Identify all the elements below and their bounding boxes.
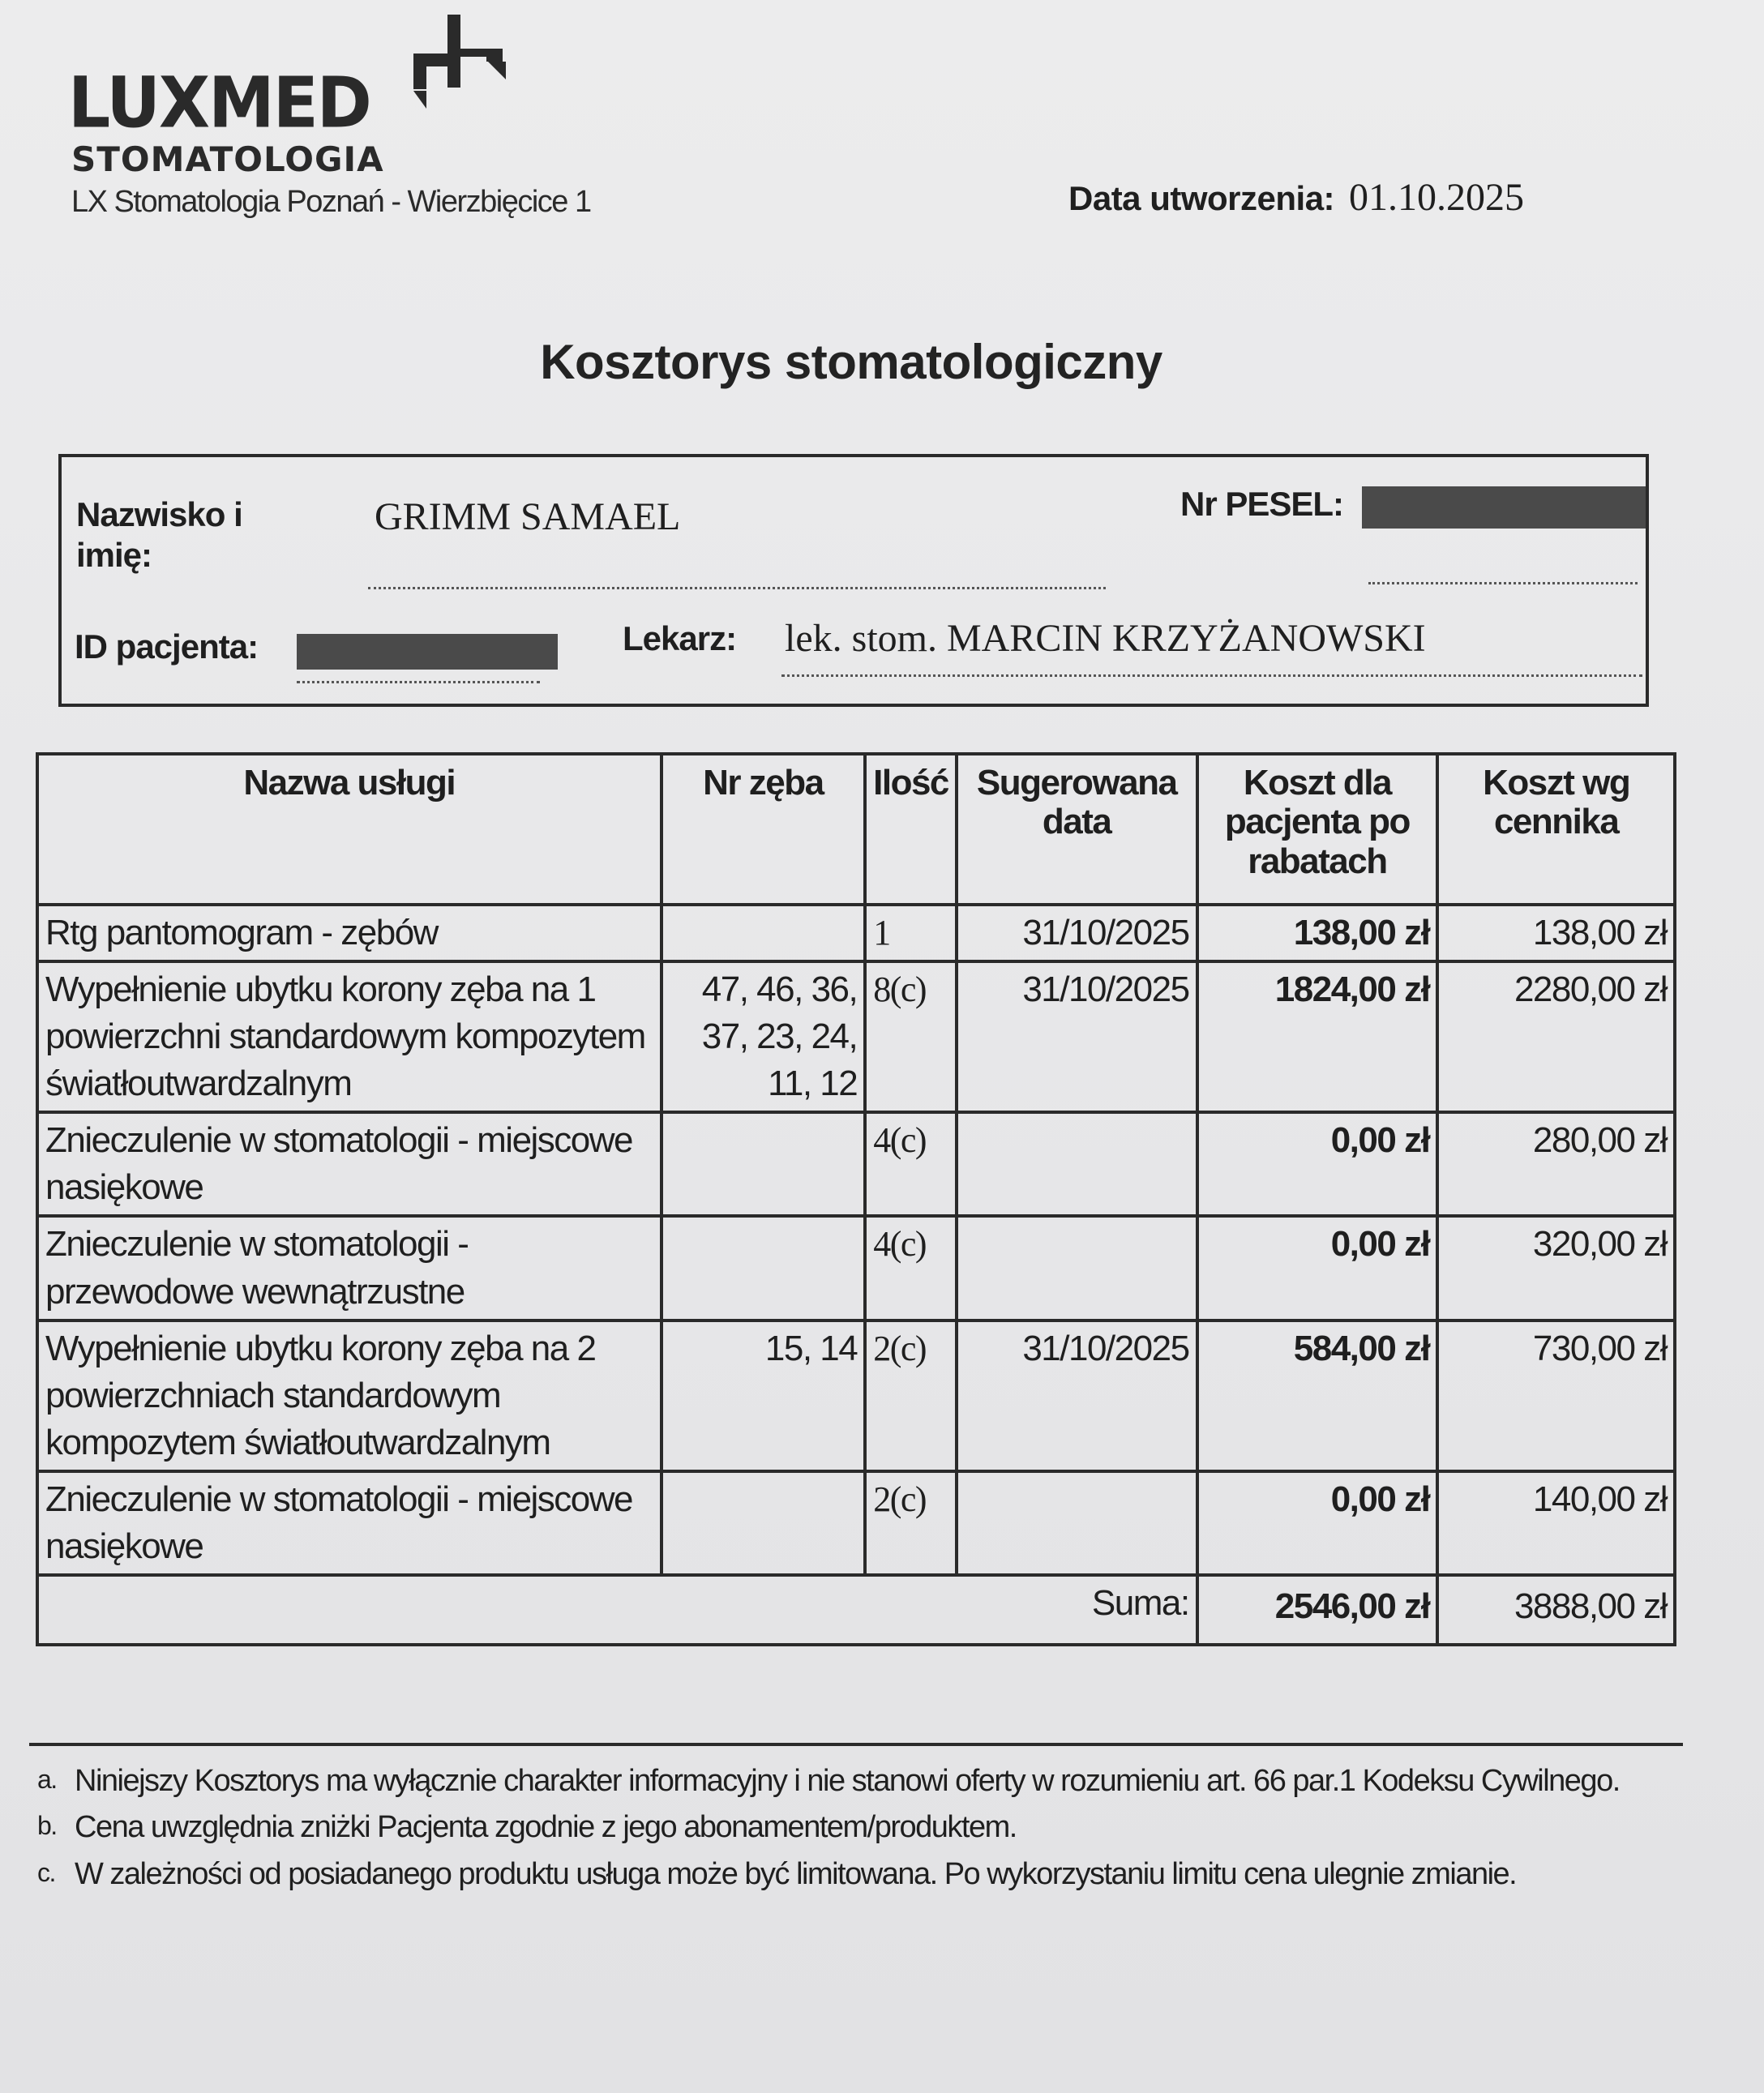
creation-date-value: 01.10.2025 [1349,176,1525,219]
table-row [37,1216,1675,1320]
row-list-cost: 730,00 zł [1437,1320,1675,1471]
row-list-cost: 2280,00 zł [1437,961,1675,1112]
note-marker: a. [37,1765,57,1794]
note-item [37,1854,1651,1895]
row-discounted-cost: 0,00 zł [1197,1216,1438,1320]
footer-divider [29,1743,1683,1746]
table-row [37,1471,1675,1575]
row-service-name: Wypełnienie ubytku korony zęba na 2 powierzchniach standardowym kompozytem światłoutwardzalnym [37,1320,662,1471]
row-tooth-number [662,1216,866,1320]
row-tooth-number: 15, 14 [662,1320,866,1471]
footer-notes [37,1761,1651,1900]
patient-info-box [58,454,1649,707]
row-suggested-date: 31/10/2025 [957,961,1197,1112]
patient-id-underline [297,681,540,683]
row-suggested-date: 31/10/2025 [957,1320,1197,1471]
row-discounted-cost: 1824,00 zł [1197,961,1438,1112]
row-discounted-cost: 0,00 zł [1197,1471,1438,1575]
creation-date-label: Data utworzenia: [1068,179,1335,217]
header-discounted-cost: Koszt dla pacjenta po rabatach [1197,754,1438,905]
row-service-name: Wypełnienie ubytku korony zęba na 1 powierzchni standardowym kompozytem światłoutwardzalnym [37,961,662,1112]
row-quantity: 1 [865,905,957,961]
sum-row [37,1575,1675,1645]
note-marker: c. [37,1857,55,1887]
header-tooth-number: Nr zęba [662,754,866,905]
note-item [37,1761,1651,1802]
pesel-underline [1368,582,1638,584]
row-quantity: 2(c) [865,1471,957,1575]
note-text: W zależności od posiadanego produktu usługa może być limitowana. Po wykorzystaniu limitu cena ulegnie zmianie. [75,1856,1517,1891]
row-service-name: Rtg pantomogram - zębów [37,905,662,961]
table-row [37,1112,1675,1216]
row-discounted-cost: 0,00 zł [1197,1112,1438,1216]
note-marker: b. [37,1811,57,1841]
document-title: Kosztorys stomatologiczny [540,335,1162,389]
creation-date [1068,175,1524,220]
row-quantity: 4(c) [865,1112,957,1216]
row-tooth-number [662,1112,866,1216]
clinic-name: LX Stomatologia Poznań - Wierzbięcice 1 [71,185,591,219]
row-suggested-date [957,1112,1197,1216]
row-service-name: Znieczulenie w stomatologii - miejscowe nasiękowe [37,1112,662,1216]
sum-label: Suma: [37,1575,1197,1645]
header-suggested-date: Sugerowana data [957,754,1197,905]
row-list-cost: 138,00 zł [1437,905,1675,961]
logo-subtitle: STOMATOLOGIA [71,139,384,179]
row-tooth-number [662,905,866,961]
table-row [37,1320,1675,1471]
note-text: Niniejszy Kosztorys ma wyłącznie charakter informacyjny i nie stanowi oferty w rozumieniu art. 66 par.1 Kodeksu Cywilnego. [75,1764,1620,1798]
header-quantity: Ilość [865,754,957,905]
header-list-cost: Koszt wg cennika [1437,754,1675,905]
row-quantity: 2(c) [865,1320,957,1471]
logo-cross-icon [352,10,514,123]
table-row [37,961,1675,1112]
row-service-name: Znieczulenie w stomatologii - przewodowe wewnątrzustne [37,1216,662,1320]
row-discounted-cost: 584,00 zł [1197,1320,1438,1471]
row-quantity: 8(c) [865,961,957,1112]
patient-id-label: ID pacjenta: [75,627,259,666]
note-item [37,1807,1651,1848]
row-suggested-date: 31/10/2025 [957,905,1197,961]
luxmed-logo [68,16,490,178]
logo-wordmark: LUXMED [68,62,370,144]
patient-name-underline [368,587,1106,589]
pesel-label: Nr PESEL: [1180,485,1344,523]
doctor-value: lek. stom. MARCIN KRZYŻANOWSKI [785,617,1426,660]
patient-id-redacted [297,634,558,670]
header-service-name: Nazwa usługi [37,754,662,905]
row-tooth-number [662,1471,866,1575]
pesel-redacted [1362,486,1646,529]
row-list-cost: 320,00 zł [1437,1216,1675,1320]
table-row [37,905,1675,961]
row-discounted-cost: 138,00 zł [1197,905,1438,961]
note-text: Cena uwzględnia zniżki Pacjenta zgodnie z jego abonamentem/produktem. [75,1810,1017,1845]
table-header-row [37,754,1675,905]
cost-estimate-table [36,752,1676,1646]
patient-name-value: GRIMM SAMAEL [375,495,681,538]
row-suggested-date [957,1216,1197,1320]
row-service-name: Znieczulenie w stomatologii - miejscowe nasiękowe [37,1471,662,1575]
sum-list-cost: 3888,00 zł [1437,1575,1675,1645]
row-list-cost: 280,00 zł [1437,1112,1675,1216]
row-list-cost: 140,00 zł [1437,1471,1675,1575]
patient-name-label: Nazwisko i imię: [76,495,242,574]
row-suggested-date [957,1471,1197,1575]
doctor-label: Lekarz: [623,619,737,657]
sum-discounted-cost: 2546,00 zł [1197,1575,1438,1645]
row-quantity: 4(c) [865,1216,957,1320]
doctor-underline [781,674,1642,677]
row-tooth-number: 47, 46, 36, 37, 23, 24, 11, 12 [662,961,866,1112]
